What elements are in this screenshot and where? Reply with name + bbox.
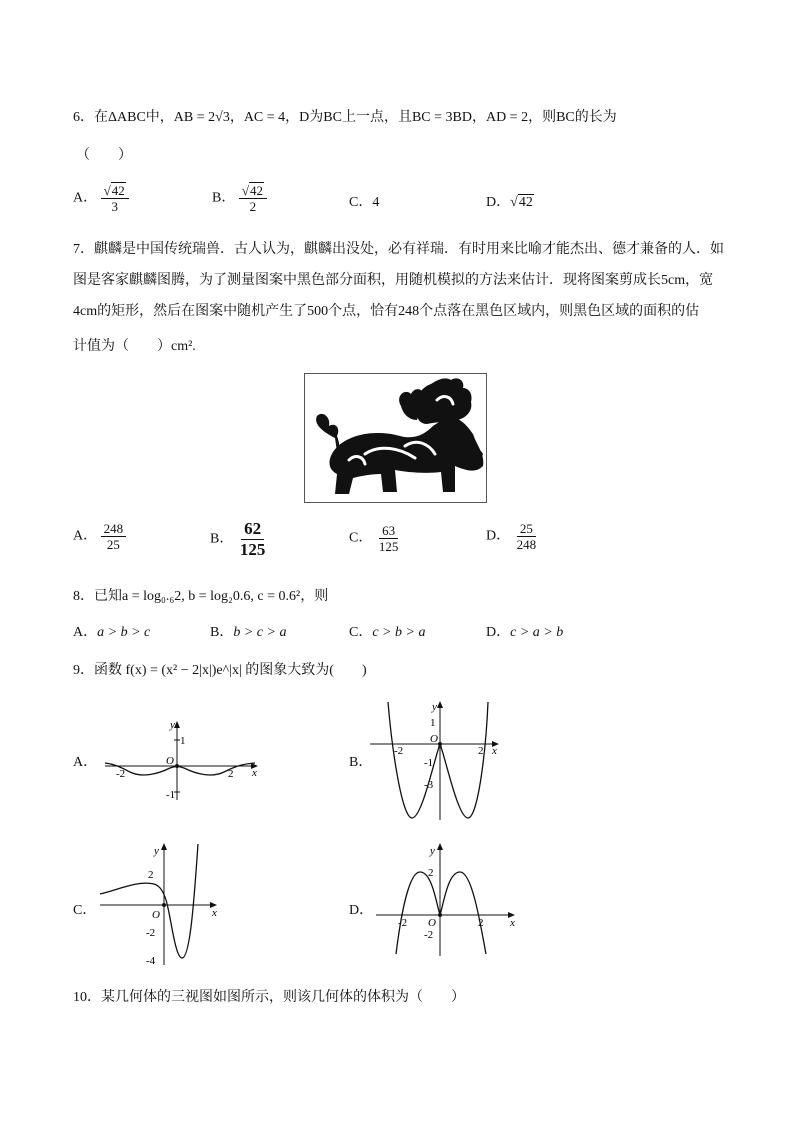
- q6-option-a[interactable]: A． $\frac{√42}{3}$: [73, 183, 129, 214]
- svg-text:-1: -1: [424, 757, 434, 769]
- qilin-silhouette: [305, 374, 486, 502]
- svg-text:2: 2: [228, 768, 234, 780]
- svg-text:x: x: [492, 745, 497, 757]
- svg-text:y: y: [154, 845, 159, 857]
- svg-text:-4: -4: [146, 955, 156, 967]
- q7-line2: 图是客家麒麟图腾，为了测量图案中黑色部分面积，用随机模拟的方法来估计．现将图案剪成长5cm，宽: [73, 273, 714, 288]
- q10-stem: 10．某几何体的三视图如图所示，则该几何体的体积为（ ）: [73, 990, 465, 1005]
- q8-option-a[interactable]: A．a > b > c: [73, 625, 151, 640]
- q6-stem: [73, 106, 617, 126]
- svg-text:2: 2: [478, 917, 484, 929]
- svg-text:O: O: [430, 733, 438, 745]
- q9-option-d-label: D．: [349, 903, 374, 918]
- q8-stem: 8．已知a = log₀.₆2, b = log₂0.6, c = 0.6²，则: [73, 589, 329, 604]
- svg-text:-3: -3: [424, 779, 434, 791]
- svg-text:2: 2: [478, 745, 484, 757]
- q9-option-c-graph[interactable]: [98, 842, 228, 972]
- q7-line1: 7．麒麟是中国传统瑞兽．古人认为，麒麟出没处，必有祥瑞．有时用来比喻才能杰出、德才兼备的人．如: [73, 242, 724, 257]
- q8-option-b[interactable]: B．b > c > a: [210, 625, 287, 640]
- svg-text:-2: -2: [394, 745, 404, 757]
- q7-line4: 计值为（ ）cm².: [73, 339, 196, 354]
- svg-text:O: O: [166, 755, 174, 767]
- svg-text:y: y: [430, 845, 435, 857]
- svg-text:O: O: [152, 909, 160, 921]
- svg-text:x: x: [510, 917, 515, 929]
- svg-text:O: O: [428, 917, 436, 929]
- q9-option-b-label: B．: [349, 755, 373, 770]
- svg-text:-1: -1: [166, 789, 176, 801]
- qilin-image: [304, 373, 487, 503]
- svg-text:y: y: [170, 719, 175, 731]
- q7-option-a[interactable]: A． $\frac{248}{25}$: [73, 521, 126, 552]
- q6-paren: （ ）: [76, 148, 132, 163]
- q9-option-d-graph[interactable]: [374, 842, 524, 965]
- q9-stem: 9．函数 f(x) = (x² − 2|x|)e^|x| 的图象大致为( ): [73, 663, 367, 678]
- svg-text:-2: -2: [146, 927, 156, 939]
- q9-option-a-graph[interactable]: [100, 718, 265, 808]
- svg-text:-2: -2: [424, 929, 434, 941]
- svg-text:-2: -2: [116, 768, 126, 780]
- svg-text:-2: -2: [398, 917, 408, 929]
- q9-option-c-label: C．: [73, 903, 97, 918]
- svg-text:1: 1: [180, 735, 186, 747]
- q7-option-b[interactable]: B． $\frac{62}{125}$: [210, 519, 266, 559]
- q7-option-c[interactable]: C． $\frac{63}{125}$: [349, 523, 399, 554]
- svg-text:x: x: [212, 907, 217, 919]
- svg-text:1: 1: [430, 717, 436, 729]
- q6-option-d[interactable]: D．√42: [486, 195, 533, 210]
- q6-option-c[interactable]: C．4: [349, 195, 380, 210]
- svg-text:x: x: [252, 767, 257, 779]
- q7-line3: 4cm的矩形，然后在图案中随机产生了500个点，恰有248个点落在黑色区域内，则黑色区域的面积的估: [73, 304, 700, 319]
- q8-option-c[interactable]: C．c > b > a: [349, 625, 426, 640]
- q9-option-a-label: A．: [73, 755, 98, 770]
- svg-text:2: 2: [428, 867, 434, 879]
- q9-option-b-graph[interactable]: [368, 700, 508, 827]
- q6-stem-text: 6．在ΔABC中，AB = 2√3，AC = 4，D为BC上一点，且BC = 3BD，AD = 2，则BC的长为: [73, 110, 617, 125]
- q8-option-d[interactable]: D．c > a > b: [486, 625, 564, 640]
- q6-option-b[interactable]: B． $\frac{√42}{2}$: [212, 183, 267, 214]
- q7-option-d[interactable]: D． $\frac{25}{248}$: [486, 521, 537, 552]
- svg-text:y: y: [432, 701, 437, 713]
- svg-text:2: 2: [148, 869, 154, 881]
